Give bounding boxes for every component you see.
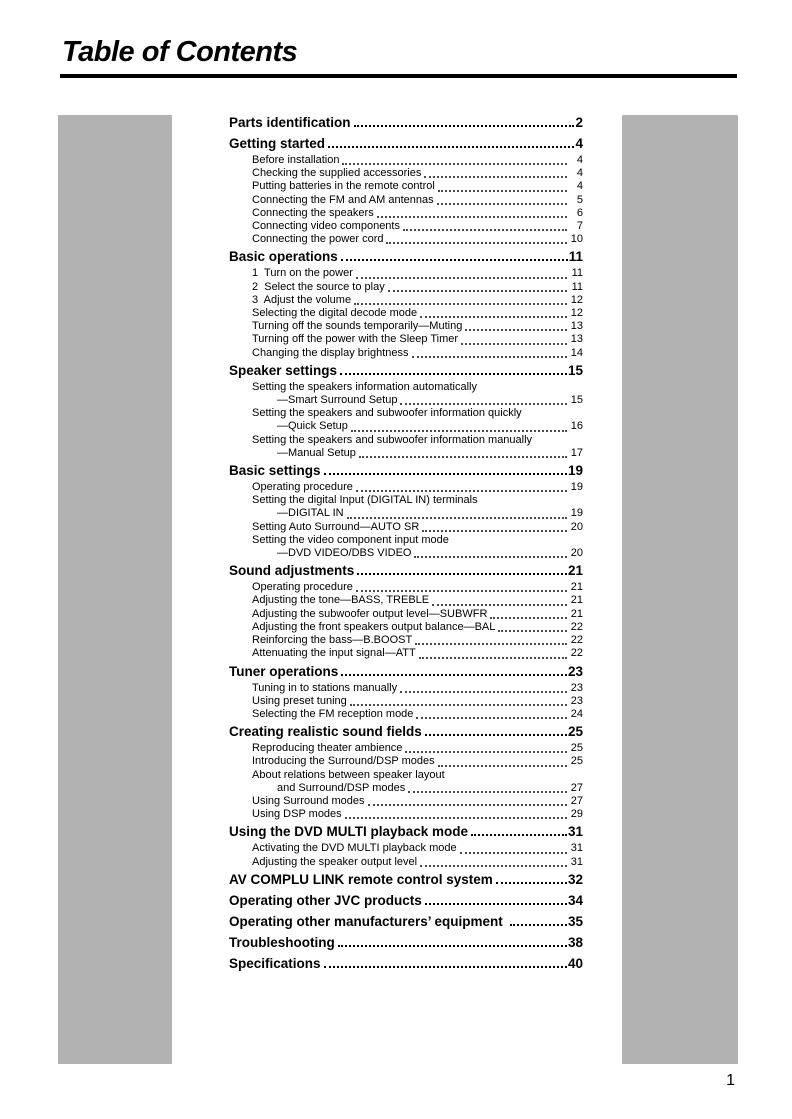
dot-leader	[400, 403, 567, 405]
dot-leader	[356, 277, 567, 279]
dot-leader	[386, 242, 567, 244]
toc-item-title: Connecting the FM and AM antennas	[252, 193, 434, 206]
toc-section	[229, 953, 583, 974]
toc-item-title: Reinforcing the bass—B.BOOST	[252, 634, 413, 647]
toc-section-title: Basic operations	[229, 249, 338, 265]
toc-item-page-number: 25	[570, 742, 583, 755]
dot-leader	[356, 590, 567, 592]
toc-item-title: Changing the display brightness	[252, 346, 409, 359]
toc-item-line: Setting the video component input mode	[252, 533, 449, 546]
dot-leader	[400, 691, 567, 693]
toc-item	[252, 294, 583, 307]
toc-item-page-number: 5	[576, 193, 583, 206]
toc-item	[252, 207, 583, 220]
toc-section-title: Speaker settings	[229, 362, 338, 378]
toc-item-title: —DVD VIDEO/DBS VIDEO	[277, 547, 412, 560]
dot-leader	[490, 617, 567, 619]
toc-item-page-number: 16	[570, 420, 583, 433]
toc-item-page-number: 11	[571, 267, 583, 280]
toc-item-title: Selecting the FM reception mode	[252, 707, 414, 720]
toc-item	[252, 647, 583, 660]
title-rule	[60, 74, 737, 78]
toc-section-page-number: 25	[567, 724, 583, 740]
toc-item-title: Tuning in to stations manually	[252, 681, 398, 694]
toc-item-page-number: 4	[576, 154, 583, 166]
dot-leader	[438, 765, 567, 767]
toc-item	[252, 167, 583, 180]
toc-section	[229, 869, 583, 890]
toc-section-title: Getting started	[229, 136, 326, 151]
toc-item-page-number: 17	[570, 446, 583, 459]
toc-item-page-number: 19	[570, 481, 583, 494]
dot-leader	[340, 373, 567, 375]
page-number: 1	[726, 1072, 735, 1089]
toc-item	[252, 281, 583, 294]
toc-item-line: Setting the speakers and subwoofer information manually	[252, 433, 533, 446]
toc-section-page-number: 38	[567, 934, 583, 950]
toc-item-title: Operating procedure	[252, 481, 353, 494]
toc-section-title: Sound adjustments	[229, 563, 355, 579]
toc-item-page-number: 29	[570, 808, 583, 821]
toc-item-title: Adjusting the tone—BASS, TREBLE	[252, 594, 430, 607]
toc-item	[252, 842, 583, 855]
toc-item	[252, 755, 583, 768]
toc-section-heading	[229, 661, 583, 682]
toc-item	[252, 481, 583, 494]
dot-leader	[408, 791, 567, 793]
dot-leader	[437, 203, 567, 205]
toc-item-page-number: 13	[570, 320, 583, 333]
toc-item	[252, 267, 583, 280]
toc-item-page-number: 7	[576, 220, 583, 233]
dot-leader	[471, 834, 567, 836]
dot-leader	[425, 734, 567, 736]
dot-leader	[461, 343, 567, 345]
toc-item-title: Putting batteries in the remote control	[252, 180, 435, 193]
toc-item	[252, 194, 583, 207]
toc-item	[277, 394, 583, 407]
toc-item-page-number: 15	[570, 394, 583, 407]
toc-item-line: Setting the speakers and subwoofer information quickly	[252, 407, 522, 420]
dot-leader	[510, 924, 567, 926]
toc-item-page-number: 21	[570, 594, 583, 607]
toc-section-heading	[229, 869, 583, 890]
toc-section-page-number: 23	[567, 663, 583, 679]
dot-leader	[416, 717, 567, 719]
dot-leader	[328, 146, 574, 148]
toc-item-page-number: 27	[570, 794, 583, 807]
toc-section-heading	[229, 953, 583, 974]
toc-item-title: Using DSP modes	[252, 808, 342, 821]
toc-item	[252, 581, 583, 594]
toc-item	[252, 808, 583, 821]
dot-leader	[438, 190, 567, 192]
toc-item-page-number: 6	[576, 206, 583, 219]
dot-leader	[347, 517, 567, 519]
toc-section-page-number: 21	[567, 563, 583, 579]
toc-item-line: About relations between speaker layout	[252, 768, 445, 781]
toc-item-page-number: 24	[570, 707, 583, 720]
toc-section	[229, 460, 583, 560]
dot-leader	[422, 530, 567, 532]
dot-leader	[465, 329, 567, 331]
toc-item-title: Connecting the speakers	[252, 206, 374, 219]
toc-item-page-number: 22	[570, 647, 583, 660]
toc-item-page-number: 4	[576, 180, 583, 193]
toc-item-page-number: 23	[570, 681, 583, 694]
toc-item-title: Using Surround modes	[252, 794, 365, 807]
toc-item-page-number: 11	[571, 280, 583, 293]
toc-item-title: Adjusting the speaker output level	[252, 855, 418, 868]
toc-item-page-number: 20	[570, 547, 583, 560]
toc-item-page-number: 21	[570, 607, 583, 620]
toc-item-title: and Surround/DSP modes	[277, 781, 406, 794]
toc-section-page-number: 35	[567, 913, 583, 929]
toc-item-page-number: 27	[570, 781, 583, 794]
dot-leader	[351, 430, 567, 432]
dot-leader	[419, 657, 567, 659]
toc-item	[252, 154, 583, 167]
dot-leader	[342, 163, 567, 165]
left-gray-band	[58, 115, 172, 1064]
toc-item	[252, 795, 583, 808]
toc-section	[229, 560, 583, 660]
toc-item-page-number: 20	[570, 520, 583, 533]
dot-leader	[354, 125, 575, 127]
dot-leader	[403, 229, 567, 231]
toc-item-title: Before installation	[252, 154, 340, 166]
toc-section-title: Creating realistic sound fields	[229, 724, 422, 740]
toc-item-title: 3 Adjust the volume	[252, 293, 352, 306]
dot-leader	[412, 356, 567, 358]
toc-section-heading	[229, 911, 583, 932]
toc-item-title: Activating the DVD MULTI playback mode	[252, 842, 457, 855]
toc-section-heading	[229, 460, 583, 481]
toc-section-page-number: 19	[567, 463, 583, 479]
dot-leader	[324, 473, 567, 475]
toc-item	[252, 695, 583, 708]
dot-leader	[341, 259, 568, 261]
toc-item-title: Reproducing theater ambience	[252, 742, 403, 755]
dot-leader	[498, 630, 567, 632]
toc-item-title: Turning off the power with the Sleep Timer	[252, 333, 459, 346]
dot-leader	[341, 674, 567, 676]
dot-leader	[414, 556, 567, 558]
dot-leader	[354, 303, 567, 305]
toc-section-page-number: 40	[567, 955, 583, 971]
toc-item-title: Setting Auto Surround—AUTO SR	[252, 520, 420, 533]
toc-item	[252, 220, 583, 233]
toc-section-title: AV COMPLU LINK remote control system	[229, 871, 493, 887]
toc-item	[277, 447, 583, 460]
toc-item-title: —Smart Surround Setup	[277, 394, 398, 407]
toc-section-page-number: 11	[568, 249, 583, 265]
toc-item-title: Connecting the power cord	[252, 233, 384, 246]
toc-item-title: Attenuating the input signal—ATT	[252, 647, 416, 660]
dot-leader	[345, 817, 567, 819]
toc-item	[277, 507, 583, 520]
dot-leader	[496, 882, 567, 884]
toc-item	[252, 634, 583, 647]
toc-item	[252, 320, 583, 333]
toc-section	[229, 911, 583, 932]
toc-item-line: Setting the digital Input (DIGITAL IN) terminals	[252, 494, 478, 507]
toc-section-title: Parts identification	[229, 115, 351, 130]
toc-item-page-number: 12	[570, 293, 583, 306]
toc-item-title: 2 Select the source to play	[252, 280, 385, 293]
dot-leader	[420, 316, 567, 318]
toc	[229, 112, 583, 974]
toc-item	[252, 233, 583, 246]
toc-item-title: —DIGITAL IN	[277, 507, 344, 520]
toc-section-page-number: 15	[567, 362, 583, 378]
toc-section	[229, 890, 583, 911]
dot-leader	[388, 290, 567, 292]
dot-leader	[356, 490, 567, 492]
toc-section	[229, 360, 583, 460]
dot-leader	[350, 704, 567, 706]
dot-leader	[377, 216, 567, 218]
toc-section	[229, 661, 583, 722]
toc-item	[252, 682, 583, 695]
toc-section-heading	[229, 721, 583, 742]
toc-item-title: Connecting video components	[252, 220, 400, 233]
toc-section-heading	[229, 890, 583, 911]
toc-section	[229, 721, 583, 821]
toc-item	[252, 621, 583, 634]
toc-section-page-number: 32	[567, 871, 583, 887]
toc-item-page-number: 21	[570, 581, 583, 594]
toc-item-page-number: 23	[570, 694, 583, 707]
toc-item-title: 1 Turn on the power	[252, 267, 353, 280]
toc-item-page-number: 12	[570, 307, 583, 320]
toc-item-page-number: 13	[570, 333, 583, 346]
toc-item-page-number: 14	[570, 346, 583, 359]
toc-section-title: Operating other JVC products	[229, 892, 422, 908]
toc-item-title: Adjusting the subwoofer output level—SUBWFR	[252, 607, 488, 620]
toc-item-page-number: 22	[570, 634, 583, 647]
toc-item-page-number: 19	[570, 507, 583, 520]
toc-item-title: —Manual Setup	[277, 446, 356, 459]
dot-leader	[368, 804, 567, 806]
page-title: Table of Contents	[62, 36, 298, 68]
dot-leader	[432, 604, 567, 606]
toc-section-page-number: 4	[575, 136, 583, 151]
dot-leader	[357, 573, 567, 575]
dot-leader	[324, 966, 567, 968]
toc-item	[277, 782, 583, 795]
toc-item	[252, 708, 583, 721]
toc-section	[229, 133, 583, 246]
toc-section-heading	[229, 932, 583, 953]
toc-section-heading	[229, 560, 583, 581]
toc-item	[252, 594, 583, 607]
toc-item-line: Setting the speakers information automatically	[252, 380, 478, 393]
toc-item	[252, 333, 583, 346]
toc-section-title: Operating other manufacturers’ equipment	[229, 913, 507, 929]
toc-item-title: Selecting the digital decode mode	[252, 307, 418, 320]
toc-item-page-number: 4	[576, 167, 583, 180]
toc-section-heading	[229, 133, 583, 154]
toc-section-page-number: 2	[575, 115, 583, 130]
toc-item-page-number: 10	[570, 233, 583, 246]
toc-item-page-number: 25	[570, 755, 583, 768]
toc-item	[252, 307, 583, 320]
dot-leader	[415, 643, 567, 645]
toc-section	[229, 246, 583, 359]
toc-section-page-number: 31	[567, 824, 583, 840]
toc-section-page-number: 34	[567, 892, 583, 908]
toc-item-title: Turning off the sounds temporarily—Muting	[252, 320, 463, 333]
toc-section-heading	[229, 246, 583, 267]
toc-section	[229, 932, 583, 953]
toc-item	[252, 521, 583, 534]
toc-item-page-number: 31	[570, 855, 583, 868]
toc-item-page-number: 22	[570, 620, 583, 633]
toc-item	[252, 180, 583, 193]
toc-item-title: Using preset tuning	[252, 694, 347, 707]
toc-item-title: Adjusting the front speakers output balance—BAL	[252, 620, 496, 633]
toc-section-heading	[229, 360, 583, 381]
dot-leader	[405, 751, 567, 753]
toc-section-heading	[229, 112, 583, 133]
toc-item-page-number: 31	[570, 842, 583, 855]
toc-item	[277, 547, 583, 560]
toc-item-title: Checking the supplied accessories	[252, 167, 422, 180]
dot-leader	[359, 456, 567, 458]
toc-section	[229, 112, 583, 133]
toc-item-title: Introducing the Surround/DSP modes	[252, 755, 435, 768]
toc-section-title: Specifications	[229, 955, 321, 971]
toc-item	[252, 347, 583, 360]
toc-item-title: Operating procedure	[252, 581, 353, 594]
toc-section-title: Using the DVD MULTI playback mode	[229, 824, 469, 840]
toc-item	[252, 856, 583, 869]
right-gray-band	[622, 115, 738, 1064]
toc-section-title: Tuner operations	[229, 663, 339, 679]
toc-section-title: Troubleshooting	[229, 934, 335, 950]
toc-section-heading	[229, 821, 583, 842]
toc-item	[252, 608, 583, 621]
toc-item	[252, 742, 583, 755]
dot-leader	[425, 903, 567, 905]
toc-item-title: —Quick Setup	[277, 420, 348, 433]
toc-section	[229, 821, 583, 868]
dot-leader	[420, 865, 567, 867]
dot-leader	[424, 176, 567, 178]
dot-leader	[338, 945, 567, 947]
toc-item	[277, 420, 583, 433]
dot-leader	[460, 852, 567, 854]
toc-section-title: Basic settings	[229, 463, 321, 479]
